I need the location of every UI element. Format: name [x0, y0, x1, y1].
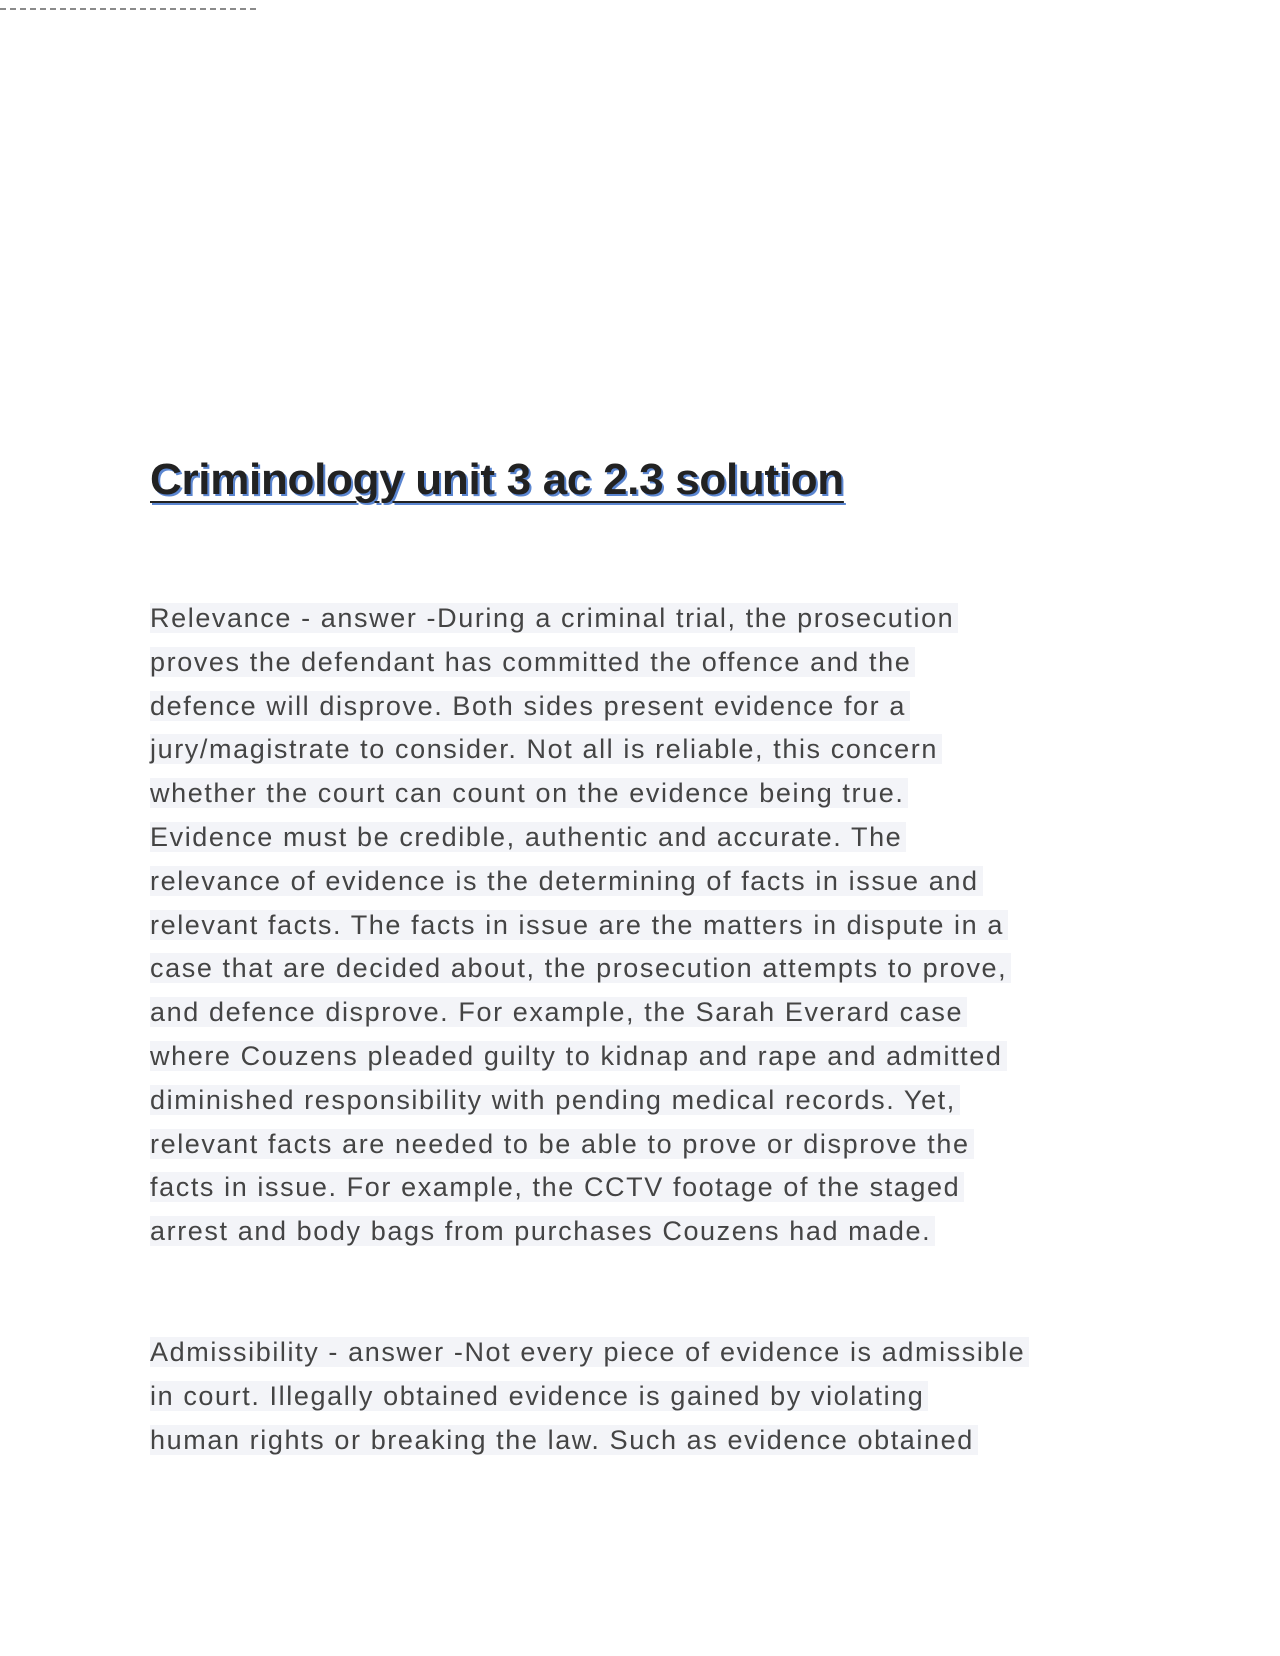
text-line-content: jury/magistrate to consider. Not all is reliable, this concern	[150, 734, 942, 764]
text-line-content: human rights or breaking the law. Such as evidence obtained	[150, 1425, 978, 1455]
document-title: Criminology unit 3 ac 2.3 solution	[150, 455, 844, 504]
text-line	[150, 860, 1011, 904]
text-line	[150, 947, 1011, 991]
text-line	[150, 685, 1011, 729]
text-line-content: Evidence must be credible, authentic and accurate. The	[150, 822, 906, 852]
text-line-content: and defence disprove. For example, the Sarah Everard case	[150, 997, 967, 1027]
text-line-content: facts in issue. For example, the CCTV footage of the staged	[150, 1172, 964, 1202]
text-line-content: whether the court can count on the evidence being true.	[150, 778, 908, 808]
text-line	[150, 1079, 1011, 1123]
text-line-content: where Couzens pleaded guilty to kidnap and rape and admitted	[150, 1041, 1007, 1071]
text-line	[150, 1331, 1029, 1375]
text-line-content: case that are decided about, the prosecution attempts to prove,	[150, 953, 1011, 983]
text-line-content: relevant facts. The facts in issue are the matters in dispute in a	[150, 910, 1008, 940]
text-line	[150, 1419, 1029, 1463]
paragraph-admissibility	[150, 1331, 1029, 1462]
text-line-content: in court. Illegally obtained evidence is gained by violating	[150, 1381, 928, 1411]
text-line	[150, 1123, 1011, 1167]
text-line-content: proves the defendant has committed the offence and the	[150, 647, 915, 677]
text-line-content: Admissibility - answer -Not every piece of evidence is admissible	[150, 1337, 1029, 1367]
text-line-content: diminished responsibility with pending medical records. Yet,	[150, 1085, 960, 1115]
text-line	[150, 904, 1011, 948]
text-line	[150, 641, 1011, 685]
text-line	[150, 1035, 1011, 1079]
text-line	[150, 991, 1011, 1035]
header-dotted-rule	[0, 8, 256, 10]
text-line-content: Relevance - answer -During a criminal trial, the prosecution	[150, 603, 958, 633]
text-line	[150, 1210, 1011, 1254]
text-line	[150, 772, 1011, 816]
text-line-content: relevant facts are needed to be able to prove or disprove the	[150, 1129, 974, 1159]
text-line	[150, 1166, 1011, 1210]
text-line	[150, 816, 1011, 860]
text-line	[150, 1375, 1029, 1419]
text-line-content: arrest and body bags from purchases Couzens had made.	[150, 1216, 935, 1246]
text-line	[150, 728, 1011, 772]
paragraph-relevance	[150, 597, 1011, 1254]
text-line-content: defence will disprove. Both sides present evidence for a	[150, 691, 910, 721]
text-line	[150, 597, 1011, 641]
text-line-content: relevance of evidence is the determining of facts in issue and	[150, 866, 983, 896]
